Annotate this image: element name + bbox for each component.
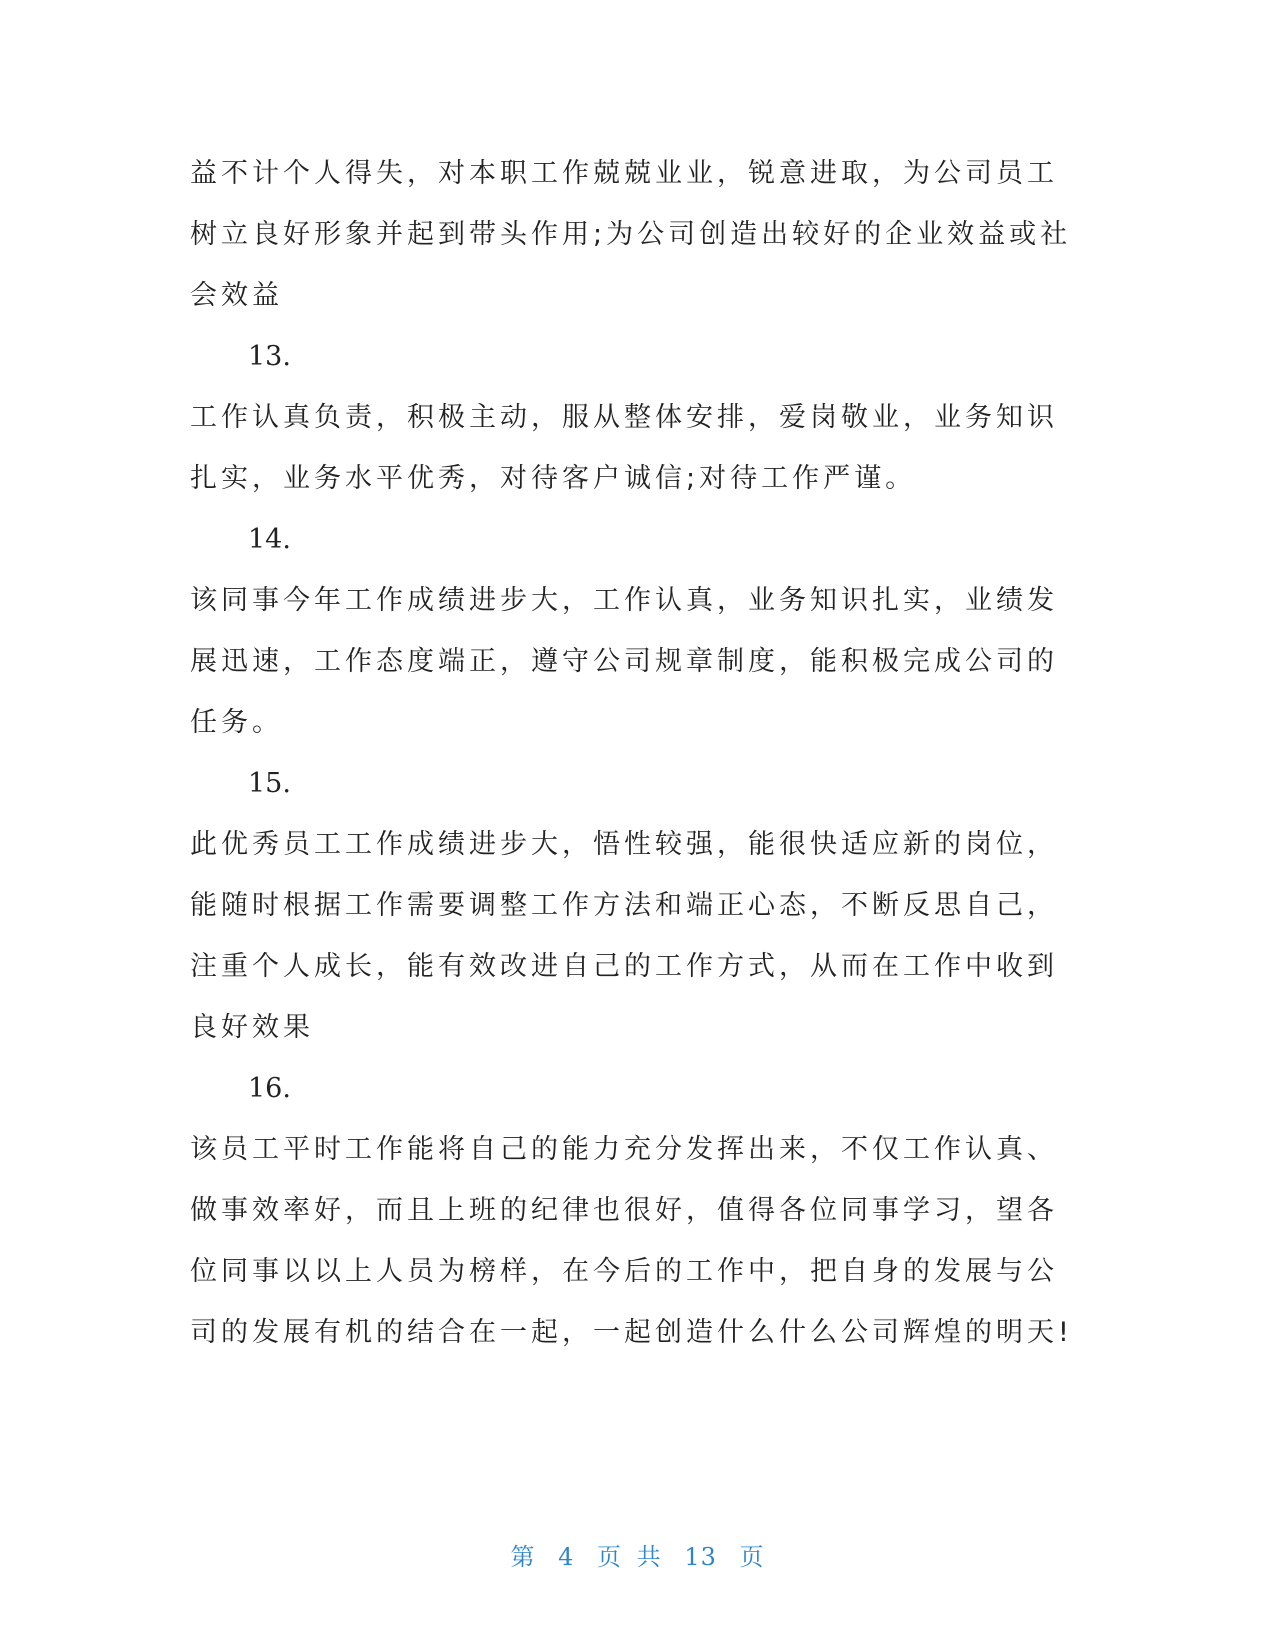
paragraph	[190, 143, 1090, 326]
paragraph-line: 此优秀员工工作成绩进步大，悟性较强，能很快适应新的岗位，	[190, 829, 1058, 860]
paragraph-line: 任务。	[190, 707, 283, 738]
paragraph-line: 司的发展有机的结合在一起，一起创造什么什么公司辉煌的明天!	[190, 1317, 1073, 1348]
footer-suffix: 页	[739, 1543, 765, 1571]
paragraph-line: 会效益	[190, 280, 283, 311]
paragraph-line: 该同事今年工作成绩进步大，工作认真，业务知识扎实，业绩发	[190, 585, 1058, 616]
item-number: 13.	[248, 341, 291, 372]
footer-middle: 页 共	[597, 1543, 662, 1571]
item-number: 15.	[248, 768, 291, 799]
paragraph-line: 展迅速，工作态度端正，遵守公司规章制度，能积极完成公司的	[190, 646, 1058, 677]
paragraph-line: 益不计个人得失，对本职工作兢兢业业，锐意进取，为公司员工	[190, 158, 1058, 189]
paragraph-line: 工作认真负责，积极主动，服从整体安排，爱岗敬业，业务知识	[190, 402, 1058, 433]
page-footer	[0, 1537, 1275, 1572]
paragraph-line: 树立良好形象并起到带头作用;为公司创造出较好的企业效益或社	[190, 219, 1072, 250]
paragraph	[190, 814, 1090, 1058]
paragraph-line: 位同事以以上人员为榜样，在今后的工作中，把自身的发展与公	[190, 1256, 1058, 1287]
paragraph-line: 扎实，业务水平优秀，对待客户诚信;对待工作严谨。	[190, 463, 917, 494]
paragraph-line: 该员工平时工作能将自己的能力充分发挥出来，不仅工作认真、	[190, 1134, 1058, 1165]
paragraph-line: 能随时根据工作需要调整工作方法和端正心态，不断反思自己，	[190, 890, 1058, 921]
item-number: 16.	[248, 1073, 291, 1104]
paragraph	[190, 1119, 1090, 1363]
paragraph-line: 注重个人成长，能有效改进自己的工作方式，从而在工作中收到	[190, 951, 1058, 982]
footer-prefix: 第	[510, 1543, 536, 1571]
paragraph-line: 良好效果	[190, 1012, 314, 1043]
footer-total-pages: 13	[684, 1543, 717, 1571]
item-number: 14.	[248, 524, 291, 555]
footer-page-number: 4	[558, 1543, 575, 1571]
paragraph-line: 做事效率好，而且上班的纪律也很好，值得各位同事学习，望各	[190, 1195, 1058, 1226]
paragraph	[190, 570, 1090, 753]
paragraph	[190, 387, 1090, 509]
document-body	[190, 143, 1090, 1363]
